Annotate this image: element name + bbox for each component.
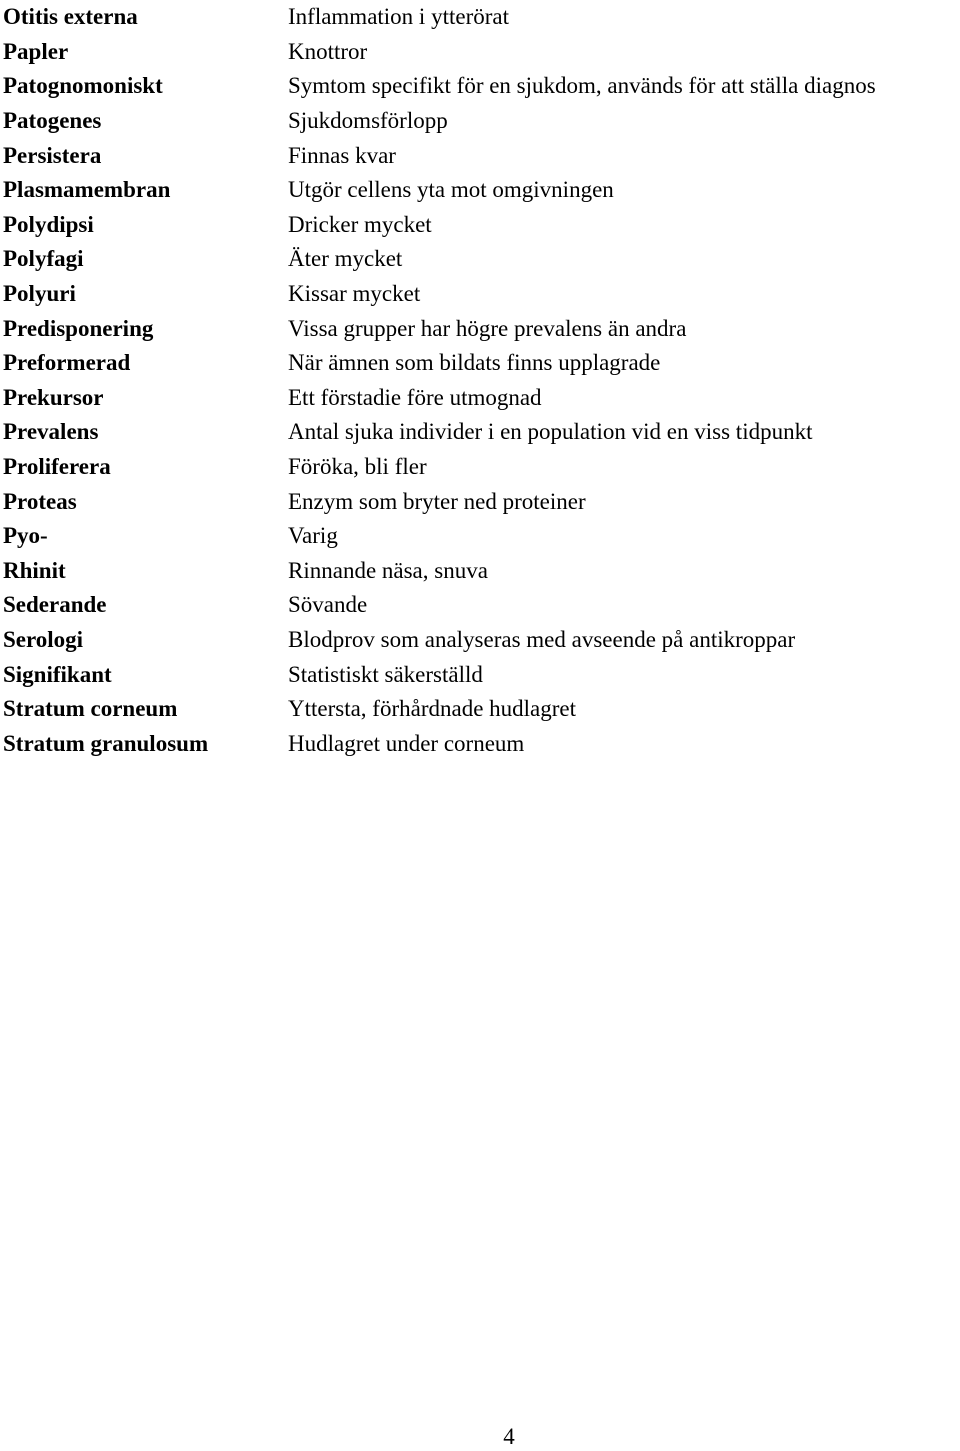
page-number: 4 [503,1424,515,1449]
glossary-term: Patognomoniskt [3,73,163,99]
glossary-row [3,208,958,243]
glossary-definition: Vissa grupper har högre prevalens än andra [288,315,687,341]
glossary-definition: Knottror [288,38,368,64]
glossary-row [3,726,958,761]
glossary-definition: Dricker mycket [288,211,432,237]
glossary-row [3,138,958,173]
glossary-term: Stratum corneum [3,696,178,722]
glossary-definition: Hudlagret under corneum [288,730,525,756]
glossary-definition: Yttersta, förhårdnade hudlagret [288,696,577,722]
glossary-definition: När ämnen som bildats finns upplagrade [288,350,661,376]
glossary-row [3,69,958,104]
glossary-term: Polydipsi [3,211,94,237]
glossary-row [3,588,958,623]
glossary-row [3,657,958,692]
glossary-term: Papler [3,38,69,64]
glossary-term: Prevalens [3,419,99,445]
glossary-term: Predisponering [3,315,154,341]
glossary-row [3,35,958,70]
glossary-list [3,0,958,761]
glossary-row [3,554,958,589]
glossary-definition: Symtom specifikt för en sjukdom, används för att ställa diagnos [288,73,876,99]
glossary-row [3,415,958,450]
glossary-row [3,311,958,346]
glossary-row [3,381,958,416]
glossary-term: Plasmamembran [3,177,171,203]
glossary-definition: Sövande [288,592,368,618]
glossary-definition: Utgör cellens yta mot omgivningen [288,177,614,203]
glossary-term: Persistera [3,142,102,168]
glossary-term: Preformerad [3,350,131,376]
glossary-term: Rhinit [3,557,66,583]
glossary-definition: Blodprov som analyseras med avseende på antikroppar [288,626,796,652]
glossary-term: Patogenes [3,108,102,134]
glossary-term: Otitis externa [3,4,138,30]
glossary-definition: Ett förstadie före utmognad [288,384,542,410]
glossary-term: Proteas [3,488,77,514]
glossary-row [3,484,958,519]
glossary-term: Prekursor [3,384,104,410]
glossary-row [3,692,958,727]
glossary-definition: Rinnande näsa, snuva [288,557,488,583]
glossary-term: Proliferera [3,454,111,480]
glossary-term: Pyo- [3,523,48,549]
glossary-definition: Inflammation i ytterörat [288,4,509,30]
glossary-definition: Äter mycket [288,246,403,272]
glossary-definition: Finnas kvar [288,142,396,168]
glossary-row [3,346,958,381]
glossary-term: Serologi [3,626,84,652]
glossary-definition: Föröka, bli fler [288,454,427,480]
glossary-definition: Antal sjuka individer i en population vid en viss tidpunkt [288,419,813,445]
glossary-row [3,173,958,208]
glossary-term: Sederande [3,592,107,618]
glossary-definition: Varig [288,523,338,549]
glossary-definition: Statistiskt säkerställd [288,661,483,687]
glossary-row [3,623,958,658]
glossary-row [3,104,958,139]
glossary-definition: Enzym som bryter ned proteiner [288,488,586,514]
glossary-term: Stratum granulosum [3,730,209,756]
glossary-definition: Kissar mycket [288,281,421,307]
glossary-term: Polyuri [3,281,76,307]
glossary-term: Signifikant [3,661,112,687]
glossary-row [3,519,958,554]
glossary-definition: Sjukdomsförlopp [288,108,448,134]
glossary-row [3,0,958,35]
glossary-row [3,450,958,485]
glossary-term: Polyfagi [3,246,84,272]
glossary-row [3,242,958,277]
glossary-row [3,277,958,312]
